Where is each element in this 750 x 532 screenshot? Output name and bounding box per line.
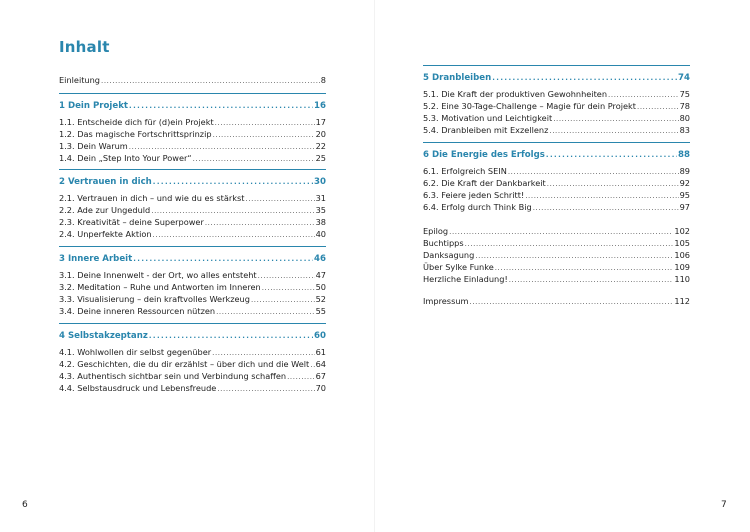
- chapter-rule: [423, 65, 690, 66]
- toc-chapter-heading[interactable]: [59, 254, 326, 264]
- toc-entry-label: 1.2. Das magische Fortschrittsprinzip: [59, 129, 212, 139]
- toc-entry-label: 6.1. Erfolgreich SEIN: [423, 166, 507, 176]
- toc-chapter-heading[interactable]: [423, 150, 690, 160]
- toc-entry-label: Über Sylke Funke: [423, 262, 494, 272]
- toc-entry-page: 95: [679, 190, 690, 200]
- toc-entry-page: 64: [315, 359, 326, 369]
- toc-entry-page: 25: [315, 153, 326, 163]
- toc-entry-page: 22: [315, 141, 326, 151]
- dot-leader: [217, 384, 314, 394]
- toc-chapter-heading[interactable]: [59, 177, 326, 187]
- dot-leader: [212, 348, 314, 358]
- toc-entry-label: 6.4. Erfolg durch Think Big: [423, 202, 532, 212]
- dot-leader: [213, 130, 315, 140]
- dot-leader: [151, 206, 314, 216]
- toc-entry-page: 89: [679, 166, 690, 176]
- toc-entry-page: 8: [320, 75, 326, 85]
- dot-leader: [129, 142, 315, 152]
- chapter-rule: [423, 142, 690, 143]
- toc-entry[interactable]: [59, 306, 326, 317]
- dot-leader: [246, 194, 315, 204]
- toc-entry[interactable]: [59, 153, 326, 164]
- dot-leader: [310, 360, 314, 370]
- toc-entry-page: 67: [315, 371, 326, 381]
- contents-title: Inhalt: [59, 38, 110, 56]
- toc-entry-page: 80: [679, 113, 690, 123]
- toc-entry-label: 3.1. Deine Innenwelt - der Ort, wo alles entsteht: [59, 270, 257, 280]
- toc-entry-label: 2.3. Kreativität – deine Superpower: [59, 217, 204, 227]
- dot-leader: [637, 102, 679, 112]
- toc-entry[interactable]: [423, 89, 690, 100]
- dot-leader: [258, 271, 315, 281]
- toc-entry[interactable]: [423, 202, 690, 213]
- toc-entry[interactable]: [59, 270, 326, 281]
- toc-entry-label: 2 Vertrauen in dich: [59, 177, 152, 187]
- toc-entry[interactable]: [423, 190, 690, 201]
- toc-entry-label: 1.3. Dein Warum: [59, 141, 128, 151]
- dot-leader: [547, 179, 679, 189]
- toc-entry[interactable]: [59, 383, 326, 394]
- toc-entry-label: 4.1. Wohlwollen dir selbst gegenüber: [59, 347, 212, 357]
- toc-entry-page: 20: [315, 129, 326, 139]
- toc-entry[interactable]: [423, 125, 690, 136]
- toc-entry-label: 6 Die Energie des Erfolgs: [423, 150, 545, 160]
- toc-entry[interactable]: [423, 101, 690, 112]
- toc-entry[interactable]: [423, 226, 690, 237]
- toc-entry-page: 46: [314, 254, 326, 264]
- toc-entry-page: 52: [315, 294, 326, 304]
- dot-leader: [153, 230, 315, 240]
- toc-entry-page: 75: [679, 89, 690, 99]
- toc-entry[interactable]: [59, 371, 326, 382]
- dot-leader: [193, 154, 315, 164]
- right-page: [375, 0, 750, 532]
- toc-entry[interactable]: [423, 250, 690, 261]
- toc-entry-page: 92: [679, 178, 690, 188]
- toc-entry-label: Epilog: [423, 226, 449, 236]
- dot-leader: [149, 331, 313, 341]
- dot-leader: [153, 177, 313, 187]
- toc-entry-page: 112: [674, 296, 690, 306]
- toc-entry[interactable]: [423, 262, 690, 273]
- toc-entry-label: 4 Selbstakzeptanz: [59, 331, 148, 341]
- dot-leader: [101, 76, 320, 86]
- dot-leader: [470, 297, 674, 307]
- page-number-right: 7: [721, 500, 727, 510]
- toc-entry[interactable]: [59, 294, 326, 305]
- toc-entry-page: 109: [674, 262, 690, 272]
- toc-entry-label: 1 Dein Projekt: [59, 101, 129, 111]
- toc-entry[interactable]: [423, 296, 690, 307]
- chapter-rule: [59, 323, 326, 324]
- dot-leader: [553, 114, 678, 124]
- dot-leader: [549, 126, 678, 136]
- dot-leader: [133, 254, 313, 264]
- toc-entry-page: 105: [674, 238, 690, 248]
- toc-entry[interactable]: [423, 113, 690, 124]
- toc-entry-label: 5.2. Eine 30-Tage-Challenge – Magie für dein Projekt: [423, 101, 636, 111]
- toc-entry-label: 5 Dranbleiben: [423, 73, 492, 83]
- toc-entry[interactable]: [423, 238, 690, 249]
- toc-entry-label: 5.4. Dranbleiben mit Exzellenz: [423, 125, 549, 135]
- toc-entry[interactable]: [59, 229, 326, 240]
- toc-entry-label: 5.3. Motivation und Leichtigkeit: [423, 113, 553, 123]
- toc-entry-page: 106: [674, 250, 690, 260]
- chapter-rule: [59, 246, 326, 247]
- page-number-left: 6: [22, 500, 28, 510]
- toc-entry-page: 88: [678, 150, 690, 160]
- toc-entry-page: 102: [674, 226, 690, 236]
- dot-leader: [129, 101, 313, 111]
- dot-leader: [262, 283, 315, 293]
- toc-entry-label: 4.3. Authentisch sichtbar sein und Verbindung schaffen: [59, 371, 287, 381]
- dot-leader: [533, 203, 679, 213]
- toc-entry-label: 2.1. Vertrauen in dich – und wie du es stärkst: [59, 193, 245, 203]
- dot-leader: [215, 118, 315, 128]
- toc-entry-page: 70: [315, 383, 326, 393]
- toc-entry-label: 3.4. Deine inneren Ressourcen nützen: [59, 306, 216, 316]
- toc-entry[interactable]: [59, 205, 326, 216]
- toc-entry-label: 3.2. Meditation – Ruhe und Antworten im Inneren: [59, 282, 261, 292]
- toc-entry-page: 60: [314, 331, 326, 341]
- toc-entry-page: 30: [314, 177, 326, 187]
- dot-leader: [546, 150, 677, 160]
- toc-entry-label: 1.4. Dein „Step Into Your Power“: [59, 153, 192, 163]
- toc-entry-label: Danksagung: [423, 250, 475, 260]
- toc-entry-label: 5.1. Die Kraft der produktiven Gewohnheiten: [423, 89, 608, 99]
- toc-entry-page: 16: [314, 101, 326, 111]
- dot-leader: [465, 239, 674, 249]
- toc-entry-label: Herzliche Einladung!: [423, 274, 508, 284]
- toc-entry-label: Einleitung: [59, 75, 101, 85]
- toc-entry-page: 74: [678, 73, 690, 83]
- dot-leader: [508, 167, 679, 177]
- toc-entry[interactable]: [59, 282, 326, 293]
- toc-entry[interactable]: [423, 178, 690, 189]
- toc-entry-page: 110: [674, 274, 690, 284]
- toc-entry[interactable]: [59, 75, 326, 86]
- toc-entry[interactable]: [59, 347, 326, 358]
- toc-chapter-heading[interactable]: [423, 73, 690, 83]
- dot-leader: [205, 218, 315, 228]
- toc-entry[interactable]: [59, 359, 326, 370]
- toc-entry-label: 6.2. Die Kraft der Dankbarkeit: [423, 178, 546, 188]
- dot-leader: [509, 275, 674, 285]
- toc-entry[interactable]: [423, 274, 690, 285]
- toc-entry-page: 83: [679, 125, 690, 135]
- toc-entry-label: 3 Innere Arbeit: [59, 254, 133, 264]
- toc-entry-page: 31: [315, 193, 326, 203]
- toc-entry-page: 40: [315, 229, 326, 239]
- dot-leader: [251, 295, 315, 305]
- toc-entry[interactable]: [59, 117, 326, 128]
- toc-entry-label: 2.2. Ade zur Ungeduld: [59, 205, 151, 215]
- toc-entry-label: Buchtipps: [423, 238, 464, 248]
- toc-entry-label: 3.3. Visualisierung – dein kraftvolles Werkzeug: [59, 294, 250, 304]
- toc-entry-page: 47: [315, 270, 326, 280]
- dot-leader: [216, 307, 314, 317]
- toc-entry-label: 4.4. Selbstausdruck und Lebensfreude: [59, 383, 217, 393]
- toc-chapter-heading[interactable]: [59, 331, 326, 341]
- toc-entry-label: 1.1. Entscheide dich für (d)ein Projekt: [59, 117, 214, 127]
- chapter-rule: [59, 93, 326, 94]
- dot-leader: [492, 73, 677, 83]
- toc-entry-page: 55: [315, 306, 326, 316]
- dot-leader: [495, 263, 674, 273]
- dot-leader: [449, 227, 673, 237]
- toc-entry-label: 6.3. Feiere jeden Schritt!: [423, 190, 525, 200]
- toc-entry[interactable]: [59, 129, 326, 140]
- chapter-rule: [59, 169, 326, 170]
- toc-entry-label: Impressum: [423, 296, 469, 306]
- toc-entry[interactable]: [423, 166, 690, 177]
- toc-entry[interactable]: [59, 193, 326, 204]
- toc-entry-label: 4.2. Geschichten, die du dir erzählst – über dich und die Welt: [59, 359, 310, 369]
- toc-entry-page: 17: [315, 117, 326, 127]
- dot-leader: [525, 191, 678, 201]
- dot-leader: [608, 90, 679, 100]
- toc-entry[interactable]: [59, 217, 326, 228]
- toc-entry-page: 50: [315, 282, 326, 292]
- toc-entry-page: 38: [315, 217, 326, 227]
- toc-entry-page: 61: [315, 347, 326, 357]
- dot-leader: [475, 251, 673, 261]
- toc-entry-page: 78: [679, 101, 690, 111]
- toc-entry-page: 35: [315, 205, 326, 215]
- toc-entry-page: 97: [679, 202, 690, 212]
- dot-leader: [287, 372, 314, 382]
- toc-entry-label: 2.4. Unperfekte Aktion: [59, 229, 152, 239]
- toc-chapter-heading[interactable]: [59, 101, 326, 111]
- toc-entry[interactable]: [59, 141, 326, 152]
